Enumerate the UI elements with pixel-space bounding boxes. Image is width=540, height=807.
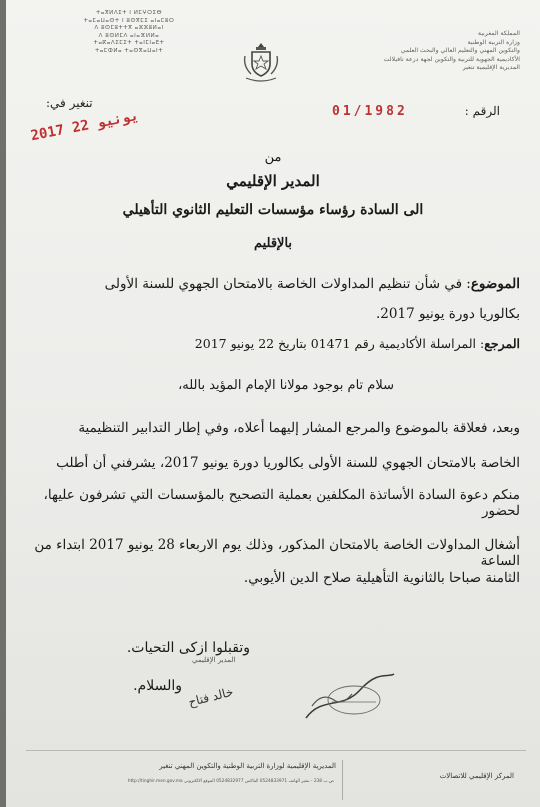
body-line: الخاصة بالامتحان الجهوي للسنة الأولى بكالوريا دورة يونيو 2017، يشرفني أن أطلب bbox=[56, 455, 520, 471]
body-line: أشغال المداولات الخاصة بالامتحان المذكور، وذلك يوم الاربعاء 28 يونيو 2017 ابتداء من الساعة bbox=[34, 537, 520, 569]
subject-continuation: بكالوريا دورة يونيو 2017. bbox=[376, 306, 520, 322]
subject-label: الموضوع bbox=[470, 276, 520, 292]
footer-directorate: المديرية الإقليمية لوزارة التربية الوطنية والتكوين المهني تنغير bbox=[159, 762, 336, 770]
body-line: الثامنة صباحا بالثانوية التأهيلية صلاح الدين الأيوبي. bbox=[243, 570, 520, 586]
header-line: وزارة التربية الوطنية bbox=[467, 38, 520, 46]
reference-label: الرقم : bbox=[464, 104, 500, 118]
header-line: الأكاديمية الجهوية للتربية والتكوين لجهة درعة تافيلالت bbox=[383, 55, 520, 63]
letter-page bbox=[6, 0, 540, 807]
coat-of-arms-icon bbox=[240, 40, 282, 82]
arabic-header bbox=[370, 30, 520, 73]
tifinagh-line: ⴷ ⵓⵙⵎⵓⵜⵜⴳ ⴰⵣⵣⵓⵍⴰⵏ bbox=[94, 25, 164, 32]
tifinagh-line: ⴷ ⵓⵙⵍⵎⴷ ⴰⵏⴰⴼⵍⵍⴰ bbox=[98, 32, 160, 39]
footer-divider bbox=[26, 750, 526, 751]
closing-line: وتقبلوا ازكى التحيات. bbox=[126, 640, 250, 656]
tifinagh-header bbox=[34, 10, 224, 56]
tifinagh-line: ⵜⴰⴳⵍⴷⵉⵜ ⵏ ⵍⵎⵖⵔⵉⴱ bbox=[95, 10, 163, 16]
reference-number: 01/1982 bbox=[332, 104, 408, 119]
reference-line bbox=[20, 336, 520, 351]
footer-contacts: ص.ب 238 - تنغير الهاتف 0524833971 الفاكس 0524832977 الموقع الالكتروني http://tinghir.men.gov.ma bbox=[127, 779, 334, 784]
stamp-label: المدير الإقليمي bbox=[192, 656, 236, 664]
tifinagh-line: ⵜⴰⵎⴰⵡⴰⵙⵜ ⵏ ⵓⵙⴳⵎⵉ ⴰⵏⴰⵎⵓⵔ bbox=[83, 17, 175, 24]
body-line: منكم دعوة السادة الأساتذة المكلفين بعملية التصحيح بالمؤسسات التي تشرفون عليها، لحضور bbox=[43, 487, 520, 519]
footer-separator bbox=[342, 760, 343, 800]
date-stamp: 2017 يونيو 22 bbox=[29, 107, 141, 145]
body-line: وبعد، فعلاقة بالموضوع والمرجع المشار إليهما أعلاه، وفي إطار التدابير التنظيمية bbox=[78, 420, 520, 436]
sender-title: المدير الإقليمي bbox=[226, 172, 320, 190]
tifinagh-line: ⵜⴰⵎⵀⵍⴰ ⵜⴰⵙⴳⴰⵡⴰⵏⵜ bbox=[95, 47, 163, 54]
recipients-line: الى السادة رؤساء مؤسسات التعليم الثانوي التأهيلي bbox=[122, 202, 424, 218]
from-label: من bbox=[264, 150, 282, 165]
subject-line bbox=[20, 276, 520, 292]
greeting: سلام تام بوجود مولانا الإمام المؤيد بالله، bbox=[178, 378, 394, 393]
header-line: والتكوين المهني والتعليم العالي والبحث العلمي bbox=[400, 47, 520, 55]
subject-text: : في شأن تنظيم المداولات الخاصة بالامتحان الجهوي للسنة الأولى bbox=[104, 276, 471, 292]
sent-location-label: تنغير في: bbox=[46, 96, 93, 110]
header-line: المملكة المغربية bbox=[478, 30, 520, 37]
reference-line-label: المرجع bbox=[484, 336, 520, 351]
signatory-name: خالد فتاح bbox=[186, 684, 235, 710]
footer-center-name: المركز الإقليمي للاتصالات bbox=[439, 772, 514, 780]
reference-line-text: : المراسلة الأكاديمية رقم 01471 بتاريخ 22 يونيو 2017 bbox=[194, 336, 485, 351]
tifinagh-line: ⵜⴰⴽⴰⴷⵉⵎⵉⵜ ⵜⴰⵏⵎⵏⴰⴹⵜ bbox=[93, 40, 165, 47]
salutation: والسلام. bbox=[133, 678, 182, 694]
official-stamp-icon bbox=[302, 666, 398, 726]
region-line: بالإقليم bbox=[253, 236, 293, 251]
header-line: المديرية الإقليمية تنغير bbox=[462, 64, 520, 72]
